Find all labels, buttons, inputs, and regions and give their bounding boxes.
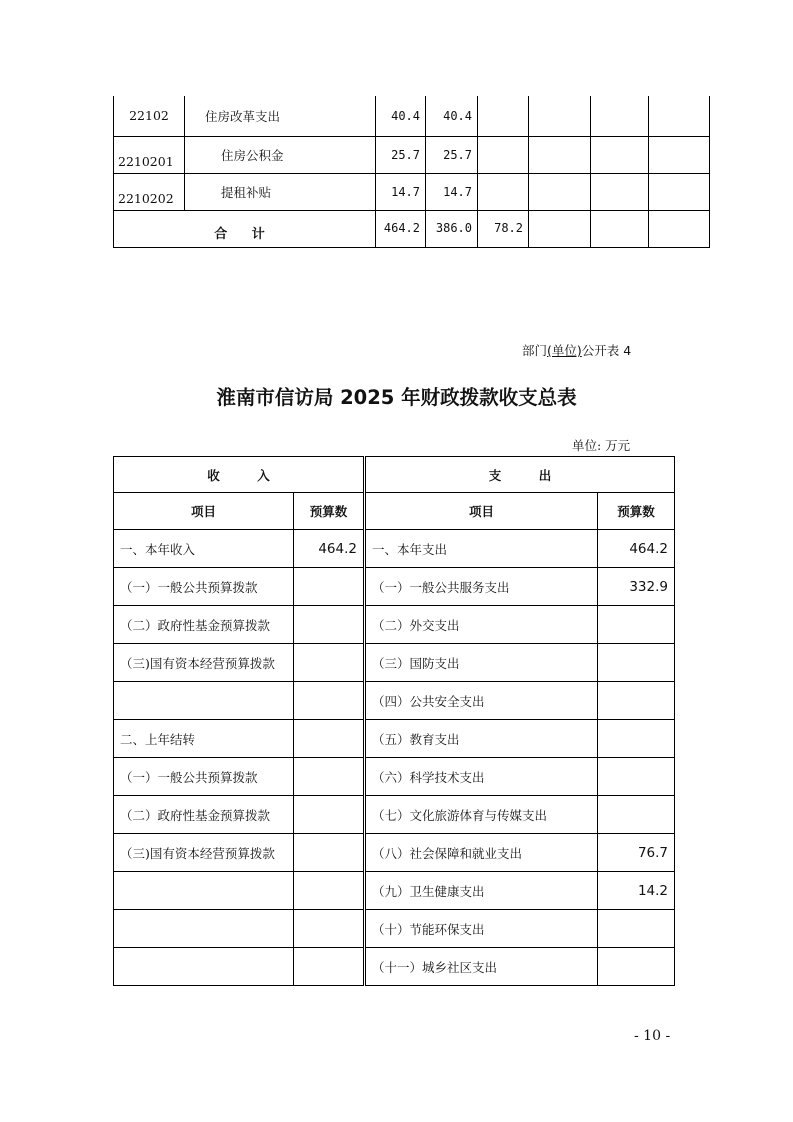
table-number-suffix: 公开表 4 — [581, 343, 632, 358]
page-number: - 10 - — [634, 1028, 671, 1044]
table-row — [114, 910, 675, 948]
table-row — [114, 720, 675, 758]
income-value — [294, 682, 364, 720]
row-code: 2210202 — [114, 173, 185, 210]
expense-item: 一、本年支出 — [366, 530, 598, 568]
income-value — [294, 644, 364, 682]
table-number-unit: (单位) — [547, 343, 582, 358]
table-row — [114, 568, 675, 606]
table-row — [114, 796, 675, 834]
income-item: （一）一般公共预算拨款 — [114, 758, 294, 796]
table-row — [114, 96, 710, 136]
total-empty-cell — [529, 210, 591, 247]
unit-label: 单位: 万元 — [572, 438, 631, 453]
row-name: 住房改革支出 — [185, 96, 376, 136]
income-item — [114, 682, 294, 720]
expense-value — [598, 948, 675, 986]
budget-continuation-table — [113, 96, 710, 248]
total-row — [114, 210, 710, 247]
table-row — [114, 948, 675, 986]
expense-value — [598, 682, 675, 720]
expense-value: 14.2 — [598, 872, 675, 910]
row-basic: 40.4 — [426, 96, 478, 136]
total-project: 78.2 — [478, 210, 529, 247]
row-project — [478, 136, 529, 173]
row-basic: 14.7 — [426, 173, 478, 210]
income-item: （二）政府性基金预算拨款 — [114, 606, 294, 644]
row-col8 — [649, 173, 710, 210]
row-col8 — [649, 96, 710, 136]
row-col6 — [529, 173, 591, 210]
income-value: 464.2 — [294, 530, 364, 568]
income-item: 二、上年结转 — [114, 720, 294, 758]
row-project — [478, 173, 529, 210]
expense-value — [598, 910, 675, 948]
total-empty-cell — [591, 210, 649, 247]
table-row — [114, 173, 710, 210]
income-item — [114, 948, 294, 986]
total-label: 合 计 — [114, 210, 376, 247]
row-name: 提租补贴 — [185, 173, 376, 210]
row-col7 — [591, 136, 649, 173]
page-title: 淮南市信访局 2025 年财政拨款收支总表 — [216, 386, 577, 409]
income-value — [294, 910, 364, 948]
row-total: 25.7 — [376, 136, 426, 173]
row-total: 14.7 — [376, 173, 426, 210]
income-value — [294, 834, 364, 872]
expense-item: （四）公共安全支出 — [366, 682, 598, 720]
table-number-prefix: 部门 — [522, 343, 548, 358]
income-value — [294, 796, 364, 834]
table-number — [522, 341, 631, 359]
expense-value: 464.2 — [598, 530, 675, 568]
total-basic: 386.0 — [426, 210, 478, 247]
income-item: （三)国有资本经营预算拨款 — [114, 834, 294, 872]
income-value — [294, 758, 364, 796]
expense-value: 76.7 — [598, 834, 675, 872]
expense-item: （九）卫生健康支出 — [366, 872, 598, 910]
table-row — [114, 834, 675, 872]
expense-budget-header: 预算数 — [598, 493, 675, 530]
income-value — [294, 568, 364, 606]
table-row — [114, 136, 710, 173]
income-value — [294, 720, 364, 758]
table-row — [114, 872, 675, 910]
row-col8 — [649, 136, 710, 173]
total-empty-cell — [649, 210, 710, 247]
expense-value — [598, 720, 675, 758]
table-row — [114, 758, 675, 796]
table-row — [114, 606, 675, 644]
row-col7 — [591, 173, 649, 210]
expense-item: （五）教育支出 — [366, 720, 598, 758]
table-row — [114, 644, 675, 682]
income-item — [114, 872, 294, 910]
income-value — [294, 606, 364, 644]
income-value — [294, 948, 364, 986]
expense-item-header: 项目 — [366, 493, 598, 530]
expense-item: （七）文化旅游体育与传媒支出 — [366, 796, 598, 834]
expense-item: （十）节能环保支出 — [366, 910, 598, 948]
row-code: 22102 — [114, 96, 185, 136]
row-col7 — [591, 96, 649, 136]
expense-item: （一）一般公共服务支出 — [366, 568, 598, 606]
expense-value — [598, 796, 675, 834]
income-value — [294, 872, 364, 910]
income-item — [114, 910, 294, 948]
income-item: （三)国有资本经营预算拨款 — [114, 644, 294, 682]
row-col6 — [529, 136, 591, 173]
revenue-expenditure-table — [113, 456, 675, 986]
row-total: 40.4 — [376, 96, 426, 136]
income-item: （二）政府性基金预算拨款 — [114, 796, 294, 834]
expense-value — [598, 606, 675, 644]
row-col6 — [529, 96, 591, 136]
expense-item: （二）外交支出 — [366, 606, 598, 644]
expense-value: 332.9 — [598, 568, 675, 606]
expense-item: （六）科学技术支出 — [366, 758, 598, 796]
total-amount: 464.2 — [376, 210, 426, 247]
income-budget-header: 预算数 — [294, 493, 364, 530]
expense-item: （三）国防支出 — [366, 644, 598, 682]
income-header: 收 入 — [114, 457, 364, 493]
row-project — [478, 96, 529, 136]
row-basic: 25.7 — [426, 136, 478, 173]
row-code: 2210201 — [114, 136, 185, 173]
income-item-header: 项目 — [114, 493, 294, 530]
table-row — [114, 530, 675, 568]
row-name: 住房公积金 — [185, 136, 376, 173]
expense-value — [598, 758, 675, 796]
income-item: 一、本年收入 — [114, 530, 294, 568]
income-item: （一）一般公共预算拨款 — [114, 568, 294, 606]
expense-item: （八）社会保障和就业支出 — [366, 834, 598, 872]
expense-value — [598, 644, 675, 682]
expense-header: 支 出 — [366, 457, 675, 493]
table-row — [114, 682, 675, 720]
expense-item: （十一）城乡社区支出 — [366, 948, 598, 986]
